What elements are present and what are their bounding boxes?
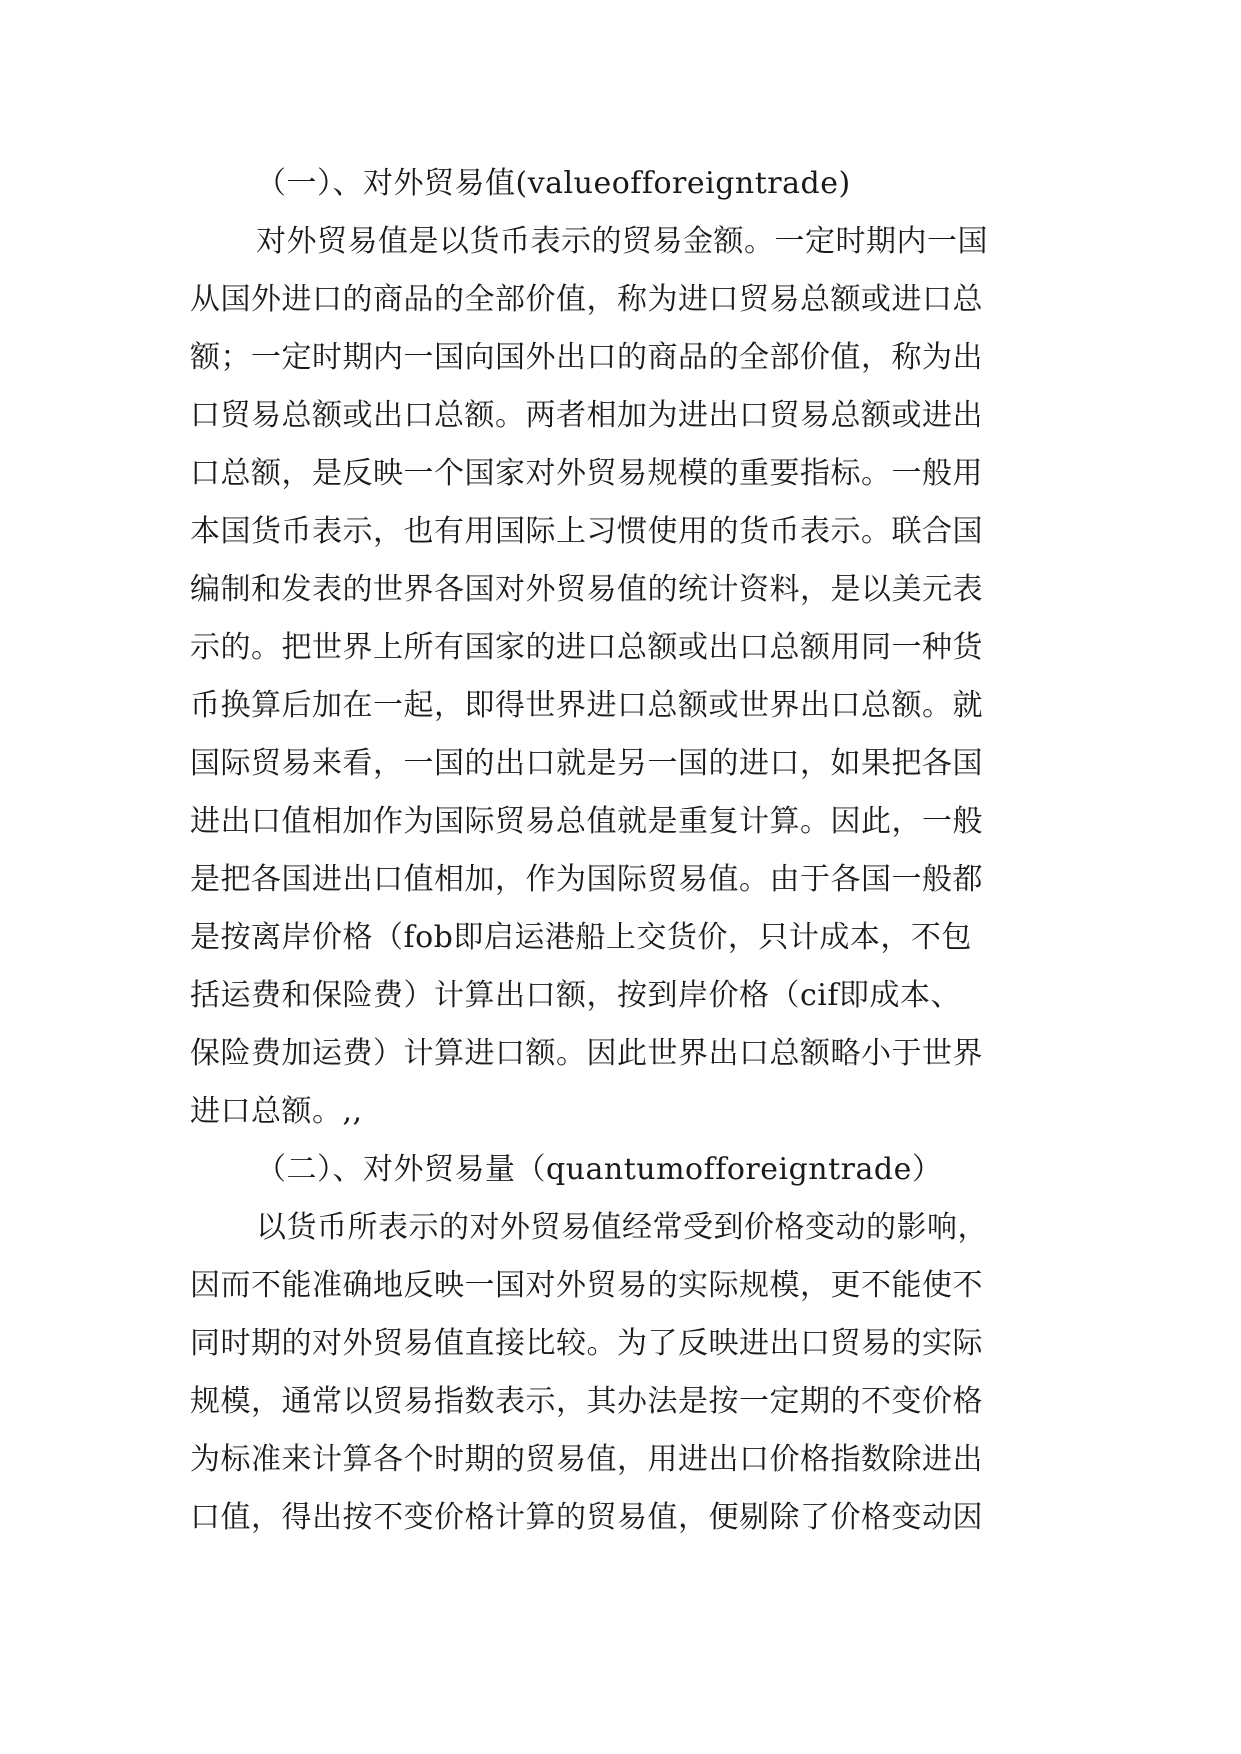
paragraph-line: 示的。把世界上所有国家的进口总额或出口总额用同一种货 [190,630,983,665]
paragraph-line: 口贸易总额或出口总额。两者相加为进出口贸易总额或进出 [190,398,983,433]
paragraph-line: 编制和发表的世界各国对外贸易值的统计资料，是以美元表 [190,572,983,607]
paragraph-line: 本国货币表示，也有用国际上习惯使用的货币表示。联合国 [190,514,983,549]
paragraph-line: 保险费加运费）计算进口额。因此世界出口总额略小于世界 [190,1036,983,1071]
paragraph-line: 规模，通常以贸易指数表示，其办法是按一定期的不变价格 [190,1384,983,1419]
section-heading-trade-value: （一）、对外贸易值(valueofforeigntrade) [256,166,851,201]
document-body [190,155,1050,1547]
paragraph-line: 口值，得出按不变价格计算的贸易值，便剔除了价格变动因 [190,1500,983,1535]
paragraph-line: 额；一定时期内一国向国外出口的商品的全部价值，称为出 [190,340,983,375]
paragraph-line: 是把各国进出口值相加，作为国际贸易值。由于各国一般都 [190,862,983,897]
paragraph-line: 括运费和保险费）计算出口额，按到岸价格（cif即成本、 [190,978,961,1013]
paragraph-line: 进口总额。,, [190,1094,363,1129]
paragraph-line: 从国外进口的商品的全部价值，称为进口贸易总额或进口总 [190,282,983,317]
paragraph-line: 对外贸易值是以货币表示的贸易金额。一定时期内一国 [256,224,988,259]
paragraph-line: 因而不能准确地反映一国对外贸易的实际规模，更不能使不 [190,1268,983,1303]
paragraph-line: 是按离岸价格（fob即启运港船上交货价，只计成本，不包 [190,920,972,955]
paragraph-line: 为标准来计算各个时期的贸易值，用进出口价格指数除进出 [190,1442,983,1477]
paragraph-line: 同时期的对外贸易值直接比较。为了反映进出口贸易的实际 [190,1326,983,1361]
paragraph-line: 进出口值相加作为国际贸易总值就是重复计算。因此，一般 [190,804,983,839]
section-heading-trade-quantum: （二）、对外贸易量（quantumofforeigntrade） [256,1152,943,1187]
paragraph-line: 国际贸易来看，一国的出口就是另一国的进口，如果把各国 [190,746,983,781]
paragraph-line: 币换算后加在一起，即得世界进口总额或世界出口总额。就 [190,688,983,723]
paragraph-line: 以货币所表示的对外贸易值经常受到价格变动的影响， [256,1210,988,1245]
paragraph-line: 口总额，是反映一个国家对外贸易规模的重要指标。一般用 [190,456,983,491]
